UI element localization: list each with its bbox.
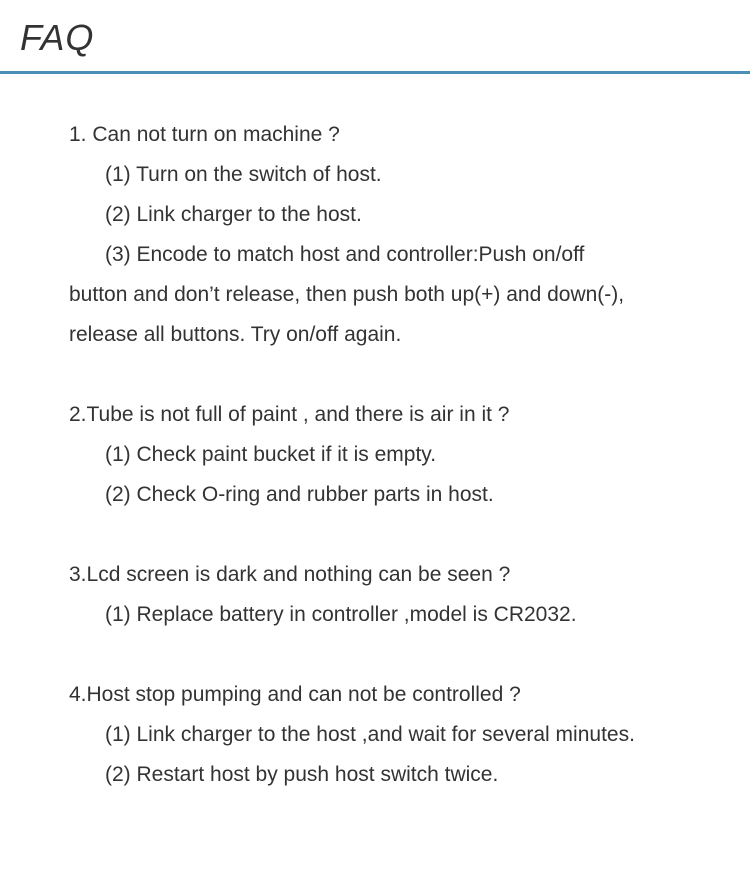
faq-question: 1. Can not turn on machine ? [69, 123, 340, 146]
faq-answer: (1) Turn on the switch of host. [105, 163, 382, 186]
faq-answer-continuation: button and don’t release, then push both up(+) and down(-), [69, 283, 625, 306]
faq-item-2 [69, 395, 709, 515]
faq-question: 4.Host stop pumping and can not be controlled ? [69, 683, 521, 706]
faq-answer-continuation: release all buttons. Try on/off again. [69, 323, 402, 346]
faq-answer: (1) Check paint bucket if it is empty. [105, 443, 437, 466]
faq-list [69, 115, 709, 835]
faq-answer: (2) Link charger to the host. [105, 203, 362, 226]
faq-answer: (2) Restart host by push host switch twice. [105, 763, 499, 786]
faq-answer: (2) Check O-ring and rubber parts in host. [105, 483, 494, 506]
faq-item-4 [69, 675, 709, 795]
faq-item-1 [69, 115, 709, 355]
faq-answer: (1) Replace battery in controller ,model is CR2032. [105, 603, 577, 626]
header-divider [0, 71, 750, 74]
page-title: FAQ [20, 17, 95, 58]
faq-answer: (3) Encode to match host and controller:Push on/off [105, 243, 585, 266]
faq-item-3 [69, 555, 709, 635]
faq-question: 2.Tube is not full of paint , and there is air in it ? [69, 403, 510, 426]
faq-answer: (1) Link charger to the host ,and wait for several minutes. [105, 723, 635, 746]
faq-question: 3.Lcd screen is dark and nothing can be seen ? [69, 563, 511, 586]
header [0, 0, 750, 74]
